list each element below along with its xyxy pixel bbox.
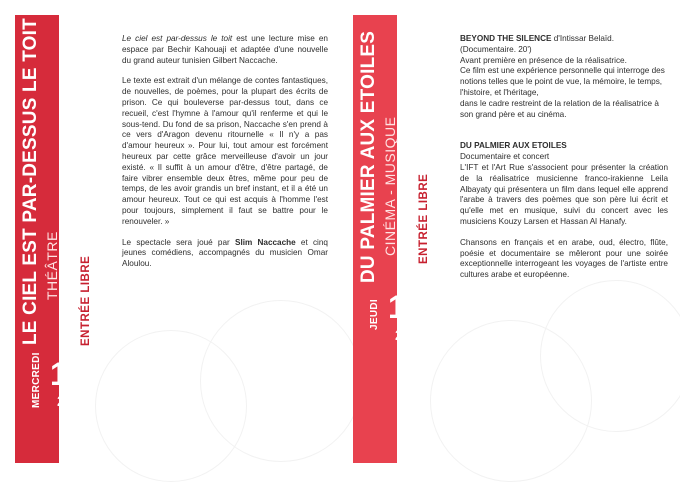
right-description — [460, 34, 668, 291]
film-line: dans le cadre restreint de la relation de la réalisatrice à son grand père et au cinéma. — [460, 98, 659, 119]
left-intro-paragraph — [122, 34, 328, 66]
film-line: Avant première en présence de la réalisatrice. — [460, 55, 627, 65]
left-body-paragraph: Le texte est extrait d'un mélange de contes fantastiques, de nouvelles, de poèmes, pour la plupart des écrits de prison. Ce qui bouleverse par-dessus tout, dans ce recueil, c'est l'hymne à l'amour qu'il renferme et qui le sous-tend. Du fond de sa prison, Naccache s'en prend à ce vers d'Aragon devenu ritournelle « Il n'y a pas d'amour heureux ». Pour lui, tout amour est forcément heureux par cette grâce merveilleuse d'avoir un jour existé. « Il suffit à un amour d'être, d'être partagé, de faire vibrer ensemble deux êtres, même pour peu de temps, de les avoir grandis un bref instant, et il a été un amour heureux. Tout ce qui est acquis à l'homme l'est pour toujours, simplement il faut se battre pour le renouveler. » — [122, 76, 328, 226]
film-title-line — [460, 34, 668, 45]
film-line: (Documentaire. 20') — [460, 44, 532, 54]
left-entrance-label: ENTRÉE LIBRE — [80, 255, 92, 346]
film-line: Ce film est une expérience personnelle qui interroge des notions telles que le point de vue, la mémoire, le temps, l'histoire, et l'héritage, — [460, 66, 665, 97]
left-time: 22H — [57, 393, 85, 410]
background-ornament — [200, 300, 362, 462]
left-date-number: 14 — [50, 356, 86, 392]
film-title: BEYOND THE SILENCE — [460, 34, 552, 43]
left-description — [122, 34, 328, 280]
left-intro-rest: est une lecture mise en espace par Bechir Kahouaji et adaptée d'une nouvelle du grand auteur tunisien Gilbert Naccache. — [122, 34, 328, 65]
left-intro-italic: Le ciel est par-dessus le toit — [122, 34, 233, 43]
right-event-title: DU PALMIER AUX ETOILES — [358, 30, 379, 283]
left-closing-bold: Slim Naccache — [234, 237, 296, 247]
left-event-category: THÉÂTRE — [44, 231, 60, 300]
concert-subtitle: Documentaire et concert — [460, 152, 550, 162]
right-day-label: JEUDI — [369, 299, 380, 330]
concert-paragraph-2: Chansons en français et en arabe, oud, électro, flûte, poésie et documentaire se mêleront pour une soirée exceptionnelle interrogeant les voyages de l'artiste entre cultures arabe et européenne. — [460, 237, 668, 280]
right-time: 22H — [395, 327, 423, 344]
left-event-title: LE CIEL EST PAR-DESSUS LE TOIT — [20, 18, 41, 345]
background-ornament — [540, 280, 680, 432]
concert-paragraph: L'IFT et l'Art Rue s'associent pour présenter la création de la réalisatrice musicienne franco-irakienne Leila Albayaty qui présentera un film dans lequel elle apprend l'arabe à travers des poèmes que son père lui écrit et qu'elle met en musique, suivi du concert avec les musiciens Kouzy Larsen et Hassan Al Hanafy. — [460, 162, 668, 226]
left-closing-start: Le spectacle sera joué par — [122, 237, 235, 247]
right-date-number: 15 — [388, 289, 424, 325]
right-entrance-label: ENTRÉE LIBRE — [418, 173, 430, 264]
film-title-rest: d'Intissar Belaïd. — [551, 34, 614, 43]
right-event-category: CINÉMA - MUSIQUE — [382, 116, 398, 256]
film-block — [460, 34, 668, 120]
concert-block — [460, 141, 668, 281]
left-day-label: MERCREDI — [31, 352, 42, 408]
left-closing-end: et cinq jeunes comédiens, accompagnés du musicien Omar Aloulou. — [122, 237, 328, 269]
concert-title: DU PALMIER AUX ETOILES — [460, 141, 567, 151]
left-closing-paragraph — [122, 238, 328, 270]
